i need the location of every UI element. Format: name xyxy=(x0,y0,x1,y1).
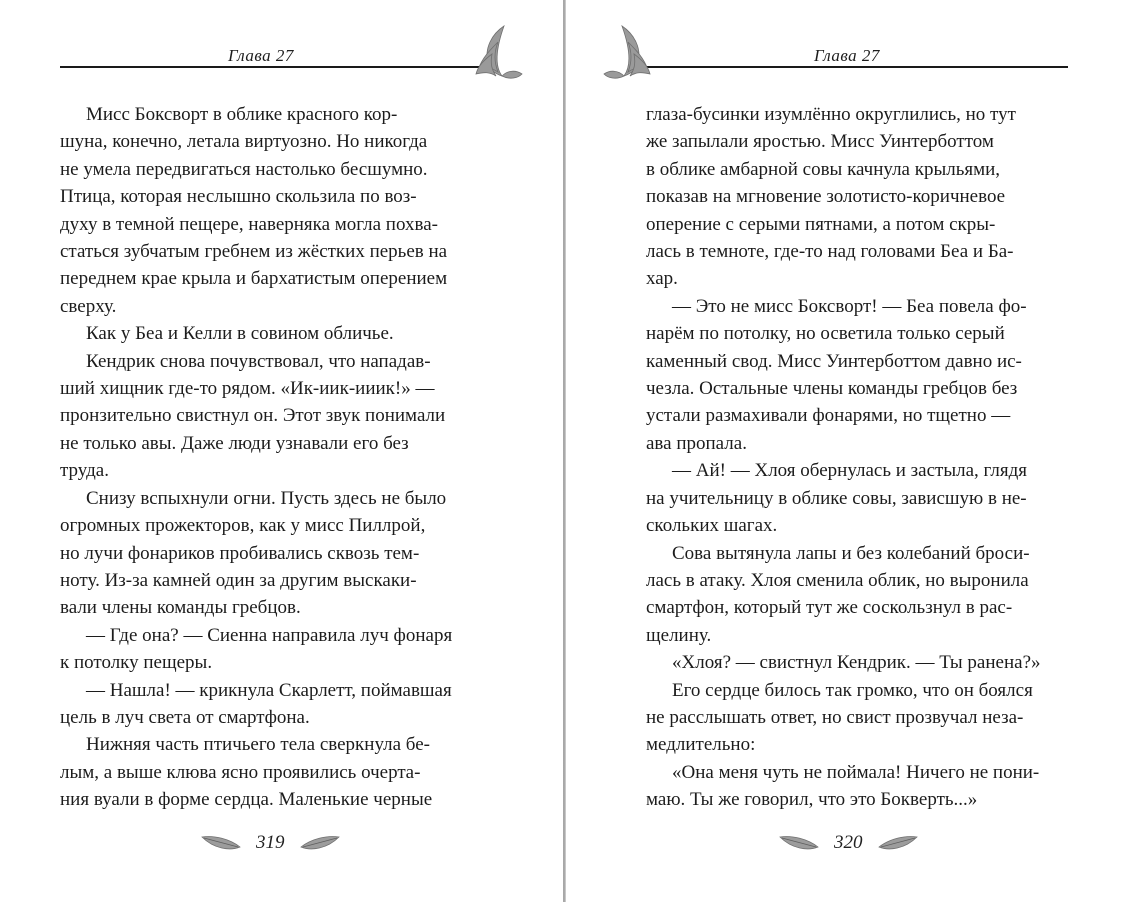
text-line: «Она меня чуть не поймала! Ничего не пони- xyxy=(672,761,1040,783)
text-line: на учительницу в облике совы, зависшую в не- xyxy=(646,487,1027,509)
text-line: Нижняя часть птичьего тела сверкнула бе- xyxy=(86,734,430,756)
text-line: Как у Беа и Келли в совином обличье. xyxy=(86,323,394,345)
text-line: показав на мгновение золотисто-коричневое xyxy=(646,186,1006,208)
feather-icon xyxy=(877,833,919,853)
page-number: 320 xyxy=(834,832,863,853)
text-line: но лучи фонариков пробивались сквозь тем- xyxy=(60,542,420,564)
feather-icon xyxy=(778,833,820,853)
feather-icon xyxy=(299,833,341,853)
right-page xyxy=(566,0,1130,902)
text-line: не умела передвигаться настолько бесшумно. xyxy=(60,158,428,180)
text-line: пронзительно свистнул он. Этот звук понимали xyxy=(60,405,446,427)
text-line: скольких шагах. xyxy=(646,515,778,537)
text-line: Птица, которая неслышно скользила по воз- xyxy=(60,186,417,208)
wing-icon xyxy=(602,24,652,82)
text-line: ния вуали в форме сердца. Маленькие черные xyxy=(60,789,433,811)
text-line: не расслышать ответ, но свист прозвучал неза- xyxy=(646,706,1024,728)
text-line: цель в луч света от смартфона. xyxy=(60,706,310,728)
text-line: вали члены команды гребцов. xyxy=(60,597,301,619)
chapter-header: Глава 27 xyxy=(814,46,880,65)
chapter-header: Глава 27 xyxy=(228,46,294,65)
text-line: же запылали яростью. Мисс Уинтерботтом xyxy=(646,131,994,153)
text-line: Мисс Боксворт в облике красного кор- xyxy=(86,104,398,125)
text-line: огромных прожекторов, как у мисс Пиллрой, xyxy=(60,515,426,537)
text-line: Кендрик снова почувствовал, что нападав- xyxy=(86,350,431,372)
header-rule xyxy=(60,66,490,68)
text-line: духу в темной пещере, наверняка могла похва- xyxy=(60,213,438,235)
text-line: маю. Ты же говорил, что это Бокверть...» xyxy=(646,789,978,811)
text-line: «Хлоя? — свистнул Кендрик. — Ты ранена?» xyxy=(672,652,1041,674)
text-line: глаза-бусинки изумлённо округлились, но тут xyxy=(646,104,1016,125)
feather-icon xyxy=(200,833,242,853)
text-line: шуна, конечно, летала виртуозно. Но никогда xyxy=(60,131,428,153)
text-line: ава пропала. xyxy=(646,432,747,454)
text-line: — Где она? — Сиенна направила луч фонаря xyxy=(86,624,453,646)
page-footer xyxy=(200,828,341,858)
text-line: Снизу вспыхнули огни. Пусть здесь не было xyxy=(86,487,447,509)
text-line: труда. xyxy=(60,460,109,482)
text-line: нарём по потолку, но осветила только серый xyxy=(646,323,1005,345)
text-line: переднем крае крыла и бархатистым оперением xyxy=(60,268,448,290)
text-line: ший хищник где-то рядом. «Ик-иик-ииик!» — xyxy=(60,378,435,400)
text-line: Сова вытянула лапы и без колебаний броси- xyxy=(672,542,1030,564)
text-line: к потолку пещеры. xyxy=(60,652,213,674)
text-line: сверху. xyxy=(60,295,117,317)
text-line: Его сердце билось так громко, что он боялся xyxy=(672,679,1033,701)
text-line: устали размахивали фонарями, но тщетно — xyxy=(646,405,1011,427)
text-line: оперение с серыми пятнами, а потом скры- xyxy=(646,213,996,235)
left-body-text xyxy=(60,101,480,814)
text-line: смартфон, который тут же соскользнул в рас- xyxy=(646,597,1013,619)
text-line: каменный свод. Мисс Уинтерботтом давно ис- xyxy=(646,350,1022,372)
text-line: лась в темноте, где-то над головами Беа и Ба- xyxy=(646,241,1014,263)
text-line: лась в атаку. Хлоя сменила облик, но выронила xyxy=(646,569,1029,591)
text-line: не только авы. Даже люди узнавали его без xyxy=(60,432,409,454)
left-page xyxy=(0,0,563,902)
text-line: статься зубчатым гребнем из жёстких перьев на xyxy=(60,241,448,263)
text-line: чезла. Остальные члены команды гребцов без xyxy=(646,378,1018,400)
text-line: медлительно: xyxy=(646,734,756,756)
text-line: лым, а выше клюва ясно проявились очертa- xyxy=(60,761,421,783)
text-line: — Нашла! — крикнула Скарлетт, поймавшая xyxy=(86,679,452,701)
text-line: ноту. Из-за камней один за другим выскаки- xyxy=(60,569,417,591)
text-line: хар. xyxy=(646,268,678,290)
page-number: 319 xyxy=(256,832,285,853)
wing-icon xyxy=(474,24,524,82)
text-line: щелину. xyxy=(646,624,712,646)
text-line: в облике амбарной совы качнула крыльями, xyxy=(646,158,1001,180)
header-rule xyxy=(638,66,1068,68)
text-line: — Ай! — Хлоя обернулась и застыла, глядя xyxy=(672,460,1027,482)
right-body-text xyxy=(646,101,1066,814)
page-footer xyxy=(778,828,919,858)
text-line: — Это не мисс Боксворт! — Беа повела фо- xyxy=(672,295,1027,317)
